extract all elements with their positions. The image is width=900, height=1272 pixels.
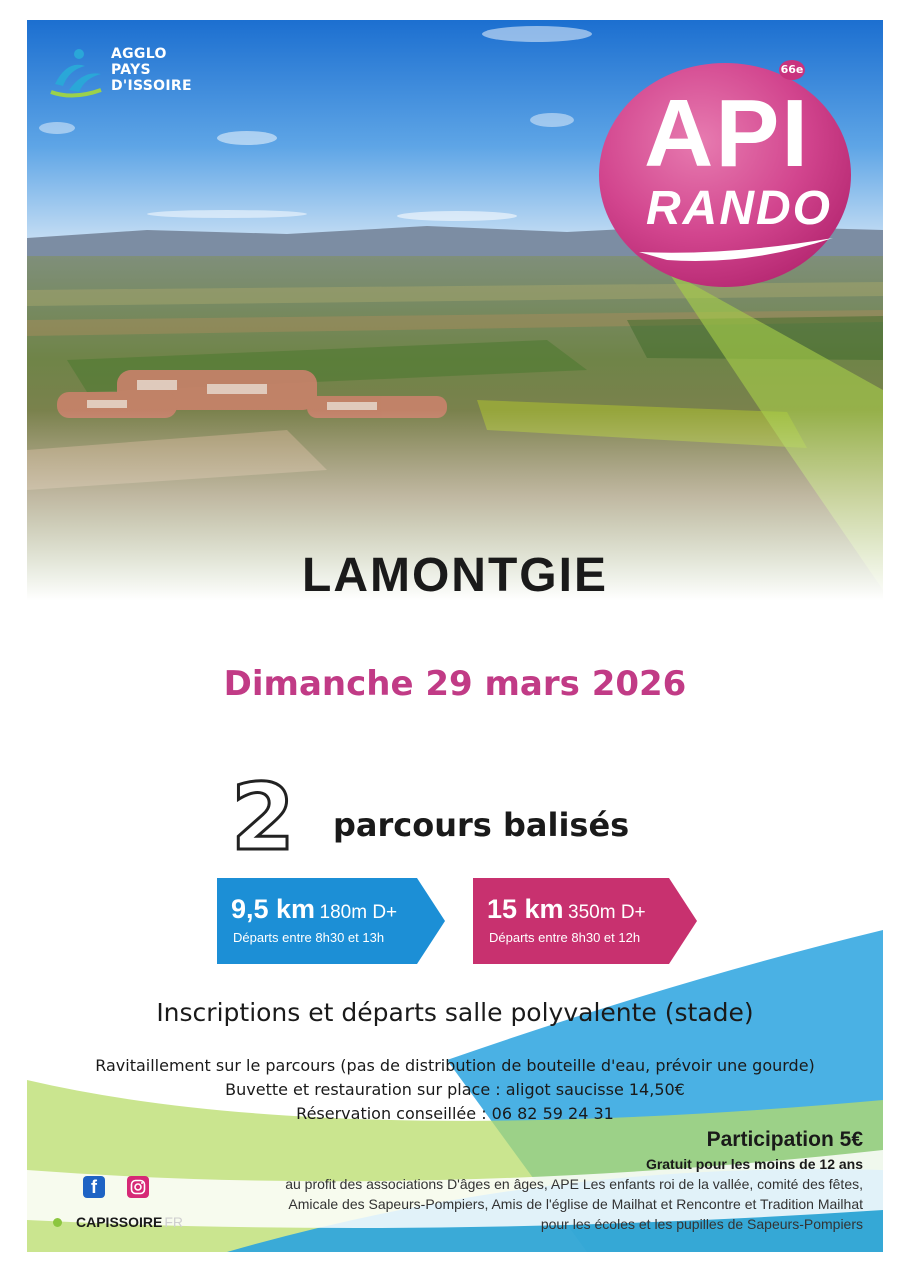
route-short-departures: Départs entre 8h30 et 13h xyxy=(233,930,385,945)
instagram-icon[interactable] xyxy=(127,1176,149,1198)
place-title: LAMONTGIE xyxy=(302,549,608,602)
agglo-logo xyxy=(49,44,192,96)
food-info: Buvette et restauration sur place : aligot saucisse 14,50€ xyxy=(225,1080,685,1099)
poster xyxy=(27,20,883,1252)
participation-price: Participation 5€ xyxy=(706,1128,863,1151)
facebook-icon[interactable]: f xyxy=(83,1176,105,1198)
route-short-elevation: 180m D+ xyxy=(319,902,398,923)
route-short-distance: 9,5 km xyxy=(231,894,316,924)
route-count-label: parcours balisés xyxy=(333,806,630,844)
brand-name: CAPISSOIRE xyxy=(76,1214,163,1230)
registration-info: Inscriptions et départs salle polyvalente (stade) xyxy=(156,998,754,1027)
route-long-card xyxy=(473,878,699,964)
booking-info: Réservation conseillée : 06 82 59 24 31 xyxy=(296,1104,614,1123)
agglo-logo-text: AGGLO PAYS D'ISSOIRE xyxy=(111,46,192,94)
route-long-departures: Départs entre 8h30 et 12h xyxy=(489,930,641,945)
supplies-info: Ravitaillement sur le parcours (pas de distribution de bouteille d'eau, prévoir une gourde) xyxy=(95,1056,815,1075)
route-count: 2 xyxy=(231,764,296,871)
brand-dot xyxy=(53,1218,62,1227)
edition-badge: 66e xyxy=(779,60,805,80)
social-links xyxy=(83,1176,149,1198)
beneficiaries-line: au profit des associations D'âges en âges, APE Les enfants roi de la vallée, comité des fêtes, xyxy=(285,1176,863,1192)
beneficiaries-line: pour les écoles et les pupilles de Sapeurs-Pompiers xyxy=(540,1216,863,1232)
route-short-card xyxy=(217,878,447,964)
brand-suffix: FR xyxy=(164,1214,184,1230)
event-date: Dimanche 29 mars 2026 xyxy=(223,664,687,704)
route-long-distance: 15 km xyxy=(487,894,564,924)
badge-api-text: API xyxy=(643,80,811,187)
capissoire-brand[interactable] xyxy=(53,1214,183,1230)
badge-rando-text: RANDO xyxy=(646,182,832,235)
free-under-12: Gratuit pour les moins de 12 ans xyxy=(645,1156,863,1172)
beneficiaries-line: Amicale des Sapeurs-Pompiers, Amis de l'église de Mailhat et Rencontre et Tradition Mailhat xyxy=(288,1196,863,1212)
route-long-elevation: 350m D+ xyxy=(568,902,646,923)
